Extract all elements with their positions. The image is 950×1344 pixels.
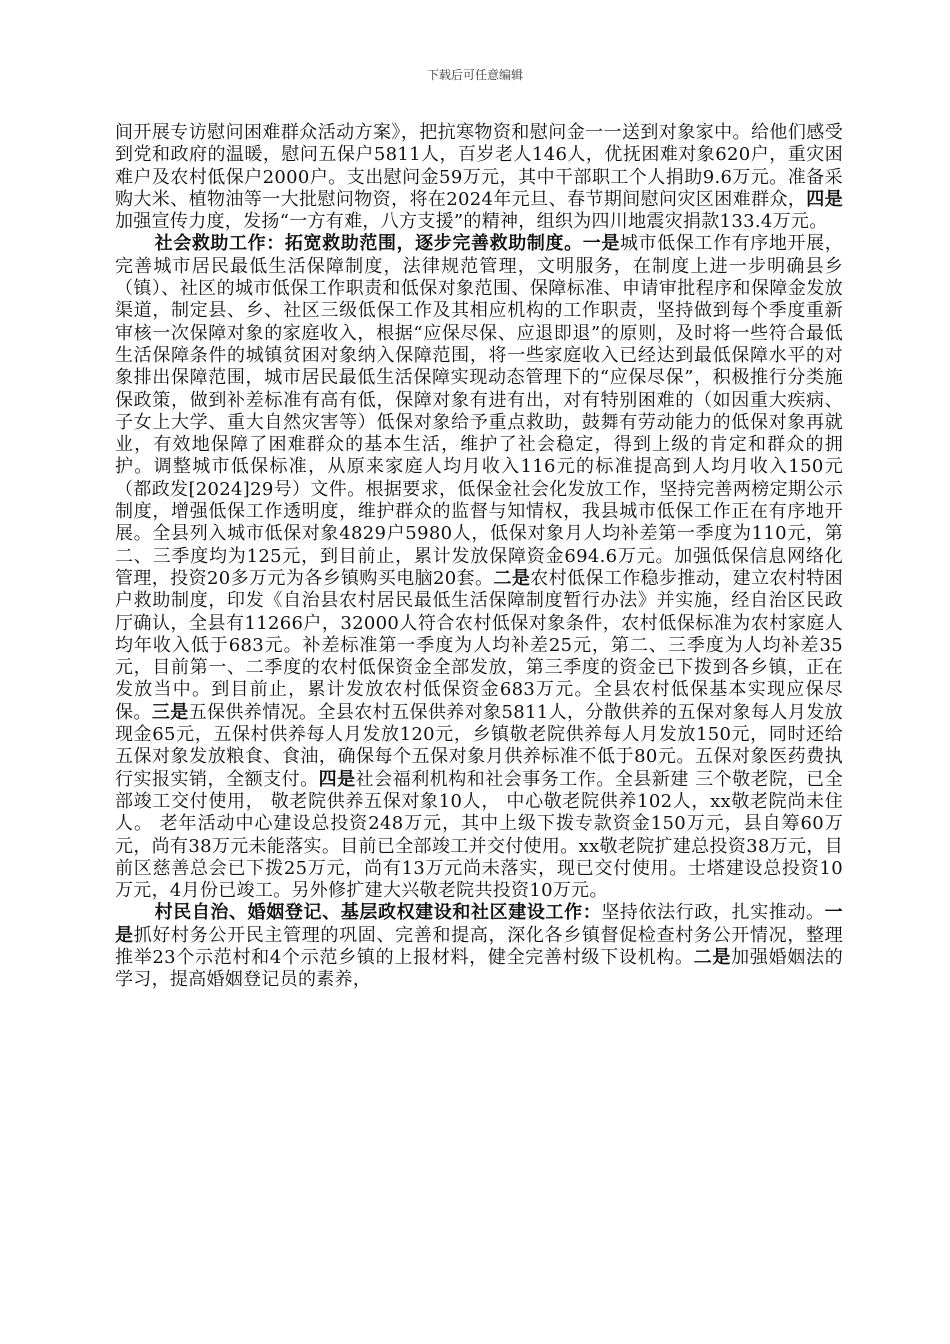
- bold-text-segment: 三是: [151, 701, 189, 723]
- text-segment: 五保供养情况。全县农村五保供养对象5811人，分散供养的五保对象每人月发放现金65元，五保村供养每人月发放120元，乡镇敬老院供养每人月发放150元，同时还给五保对象发放粮食、食油，确保每个五保对象月供养标准不低于80元。五保对象医药费执行实报实销，全额支付。: [115, 701, 843, 790]
- text-segment: 城市低保工作有序地开展，完善城市居民最低生活保障制度，法律规范管理，文明服务，在制度上进一步明确县乡（镇）、社区的城市低保工作职责和低保对象范围、保障标准、申请审批程序和保障金发放渠道，制定县、乡、社区三级低保工作及其相应机构的工作职责，坚持做到每个季度重新审核一次保障对象的家庭收入，根据“应保尽保、应退即退”的原则，及时将一些符合最低生活保障条件的城镇贫困对象纳入保障范围，将一些家庭收入已经达到最低保障水平的对象排出保障范围，城市居民最低生活保障实现动态管理下的“应保尽保”，积极推行分类施保政策，做到补差标准有高有低，保障对象有进有出，对有特别困难的（如因重大疾病、子女上大学、重大自然灾害等）低保对象给予重点救助，鼓舞有劳动能力的低保对象再就业，有效地保障了困难群众的基本生活，维护了社会稳定，得到上级的肯定和群众的拥护。调整城市低保标准，从原来家庭人均月收入116元的标准提高到人均月收入150元（都政发[2024]29号）文件。根据要求，低保金社会化发放工作，坚持完善两榜定期公示制度，增强低保工作透明度，维护群众的监督与知情权，我县城市低保工作正在有序地开展。全县列入城市低保对象4829户5980人，低保对象月人均补差第一季度为110元，第二、三季度均为125元，到目前止，累计发放保障资金694.6万元。加强低保信息网络化管理，投资20多万元为各乡镇购买电脑20套。: [115, 233, 843, 589]
- text-segment: 加强宣传力度，发扬“一方有难，八方支援”的精神，组织为四川地震灾捐款133.4万元。: [115, 211, 828, 233]
- text-segment: 农村低保工作稳步推动，建立农村特困户救助制度，印发《自治县农村居民最低生活保障制度暂行办法》并实施，经自治区民政厅确认，全县有11266户，32000人符合农村低保对象条件，农村低保标准为农村家庭人均年收入低于683元。补差标准第一季度为人均补差25元，第二、三季度为人均补差35元，目前第一、二季度的农村低保资金全部发放，第三季度的资金已下拨到各乡镇，正在发放当中。到目前止，累计发放农村低保资金683万元。全县农村低保基本实现应保尽保。: [115, 567, 843, 723]
- bold-text-segment: 二是: [693, 946, 732, 968]
- bold-text-segment: 村民自治、婚姻登记、基层政权建设和社区建设工作：: [154, 902, 602, 924]
- bold-text-segment: 社会救助工作：拓宽救助范围，逐步完善救助制度。一是: [154, 233, 620, 255]
- bold-text-segment: 四是: [806, 188, 843, 210]
- document-body: [115, 122, 843, 992]
- bold-text-segment: 四是: [318, 768, 356, 790]
- bold-text-segment: 一是: [115, 902, 843, 946]
- paragraph: [115, 122, 843, 233]
- text-segment: 社会福利机构和社会事务工作。全县新建 三个敬老院，已全部竣工交付使用， 敬老院供养五保对象10人， 中心敬老院供养102人，xx敬老院尚未住人。 老年活动中心建设总投资248万元，其中上级下拨专款资金150万元，县自筹60万元，尚有38万元未能落实。目前已全部竣工并交付使用。xx敬老院扩建总投资38万元，目前区慈善总会已下拨25万元，尚有13万元尚未落实，现已交付使用。士塔建设总投资10万元，4月份已竣工。另外修扩建大兴敬老院共投资10万元。: [115, 768, 843, 902]
- text-segment: 加强婚姻法的学习，提高婚姻登记员的素养，: [115, 946, 843, 991]
- text-segment: 间开展专访慰问困难群众活动方案》，把抗寒物资和慰问金一一送到对象家中。给他们感受到党和政府的温暖，慰问五保户5811人，百岁老人146人，优抚困难对象620户，重灾困难户及农村低保户2000户。支出慰问金59万元，其中干部职工个人捐助9.6万元。准备采购大米、植物油等一大批慰问物资，将在2024年元旦、春节期间慰问灾区困难群众，: [115, 122, 843, 210]
- page-header: 下载后可任意编辑: [426, 68, 523, 82]
- text-segment: 抓好村务公开民主管理的巩固、完善和提高，深化各乡镇督促检查村务公开情况，整理推举23个示范村和4个示范乡镇的上报材料，健全完善村级下设机构。: [115, 924, 843, 968]
- paragraph: [115, 902, 843, 991]
- text-segment: 坚持依法行政，扎实推动。: [601, 902, 825, 924]
- paragraph: [115, 233, 843, 902]
- bold-text-segment: 二是: [493, 567, 531, 589]
